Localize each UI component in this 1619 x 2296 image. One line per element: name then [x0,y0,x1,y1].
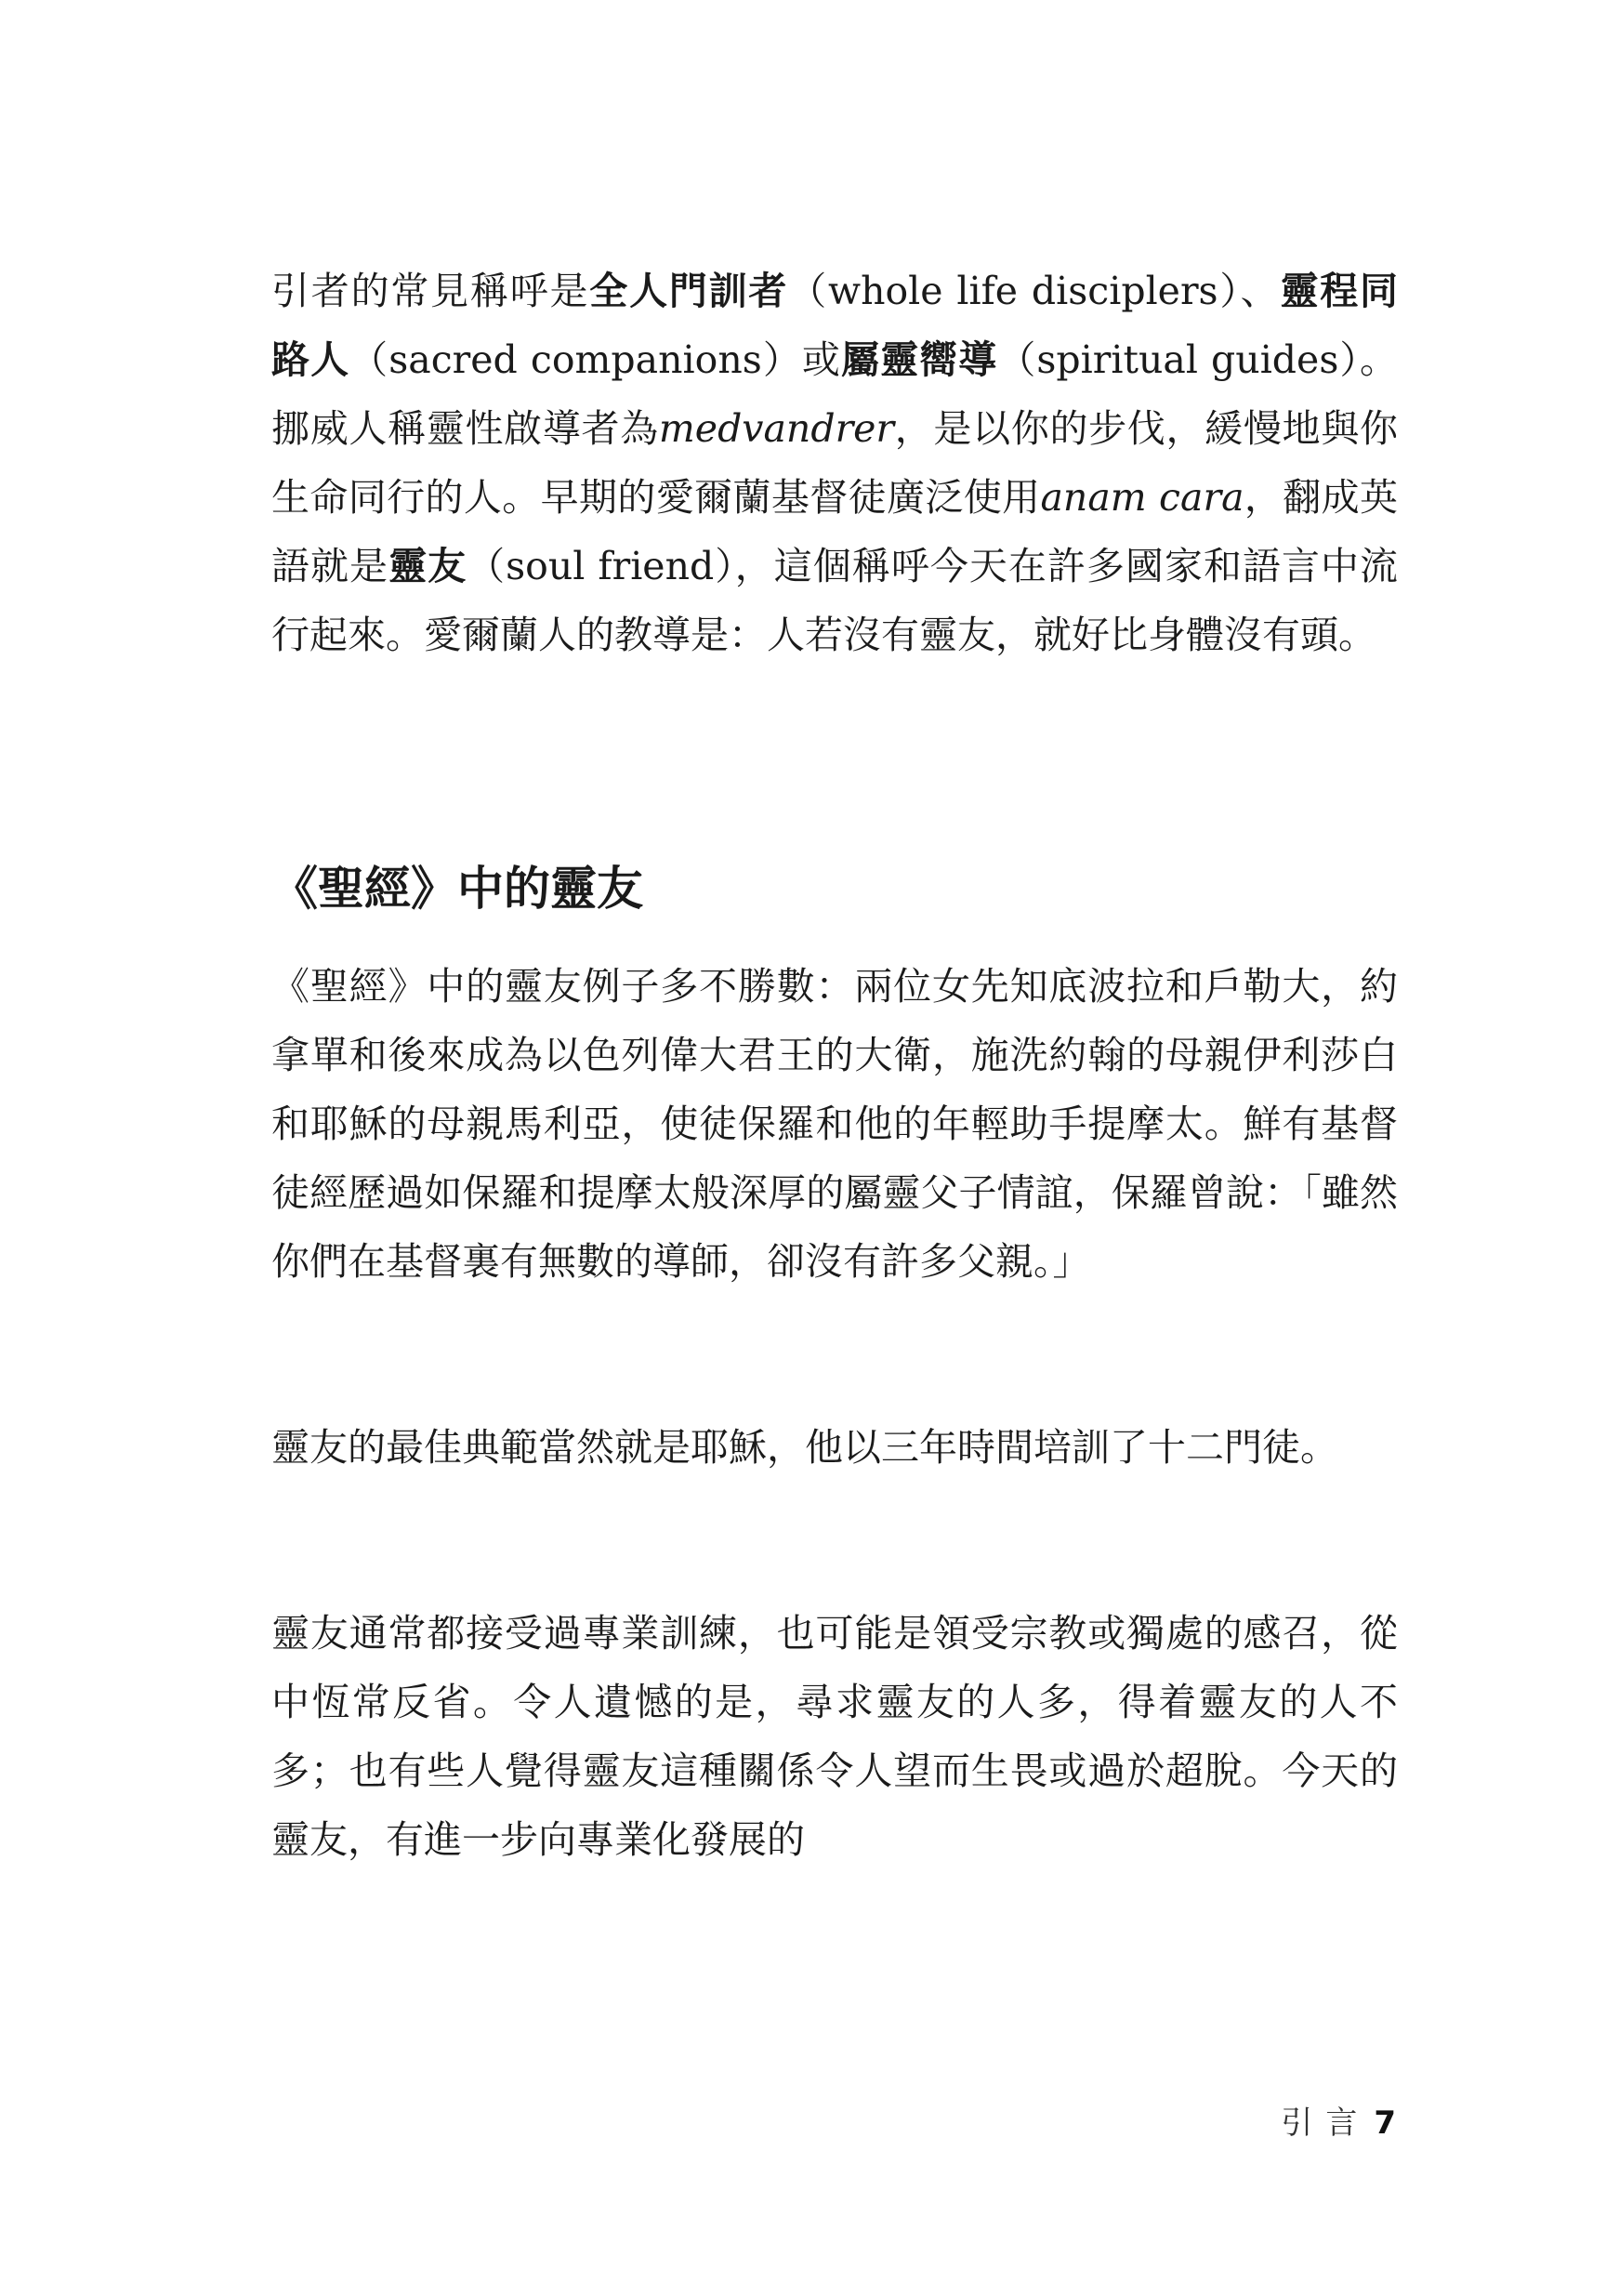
text-run: ，翻成英語就是 [271,475,1399,588]
text-run: （spiritual guides）。挪威人稱靈性啟導者為 [271,337,1399,451]
text-run: （sacred companions）或 [349,337,841,382]
paragraph-jesus-example: 靈友的最佳典範當然就是耶穌，他以三年時間培訓了十二門徒。 [271,1425,1338,1470]
paragraph-intro-continued [271,257,1398,669]
term-whole-life-disciplers: 全人門訓者 [589,269,789,313]
text-run: （whole life disciplers）、 [788,269,1281,313]
text-run: （soul friend），這個稱呼今天在許多國家和語言中流行起來。愛爾蘭人的教導是：人若沒有靈友，就好比身體沒有頭。 [271,544,1399,657]
paragraph-professional-training: 靈友通常都接受過專業訓練，也可能是領受宗教或獨處的感召，從中恆常反省。令人遺憾的是，尋求靈友的人多，得着靈友的人不多；也有些人覺得靈友這種關係令人望而生畏或過於超脫。今天的靈友，有進一步向專業化發展的 [271,1611,1398,1862]
section-heading: 《聖經》中的靈友 [271,862,643,916]
paragraph-bible-examples: 《聖經》中的靈友例子多不勝數：兩位女先知底波拉和戶勒大，約拿單和後來成為以色列偉大君王的大衛，施洗約翰的母親伊利莎白和耶穌的母親馬利亞，使徒保羅和他的年輕助手提摩太。鮮有基督徒經歷過如保羅和提摩太般深厚的屬靈父子情誼，保羅曾說：「雖然你們在基督裏有無數的導師，卻沒有許多父親。」 [271,964,1398,1284]
term-sacred-companions: 靈程同路人 [271,269,1399,382]
term-anam-cara: anam cara [1040,475,1244,520]
running-section-title: 引言 [1281,2105,1371,2142]
text-run: 引者的常見稱呼是 [271,269,590,313]
page-footer [1281,2103,1396,2144]
page-number: 7 [1374,2105,1396,2142]
term-soul-friend: 靈友 [388,544,467,588]
term-medvandrer: medvandrer [658,406,895,451]
term-spiritual-guides: 屬靈嚮導 [841,337,998,382]
text-run: ，是以你的步伐，緩慢地與你生命同行的人。早期的愛爾蘭基督徒廣泛使用 [271,406,1399,520]
